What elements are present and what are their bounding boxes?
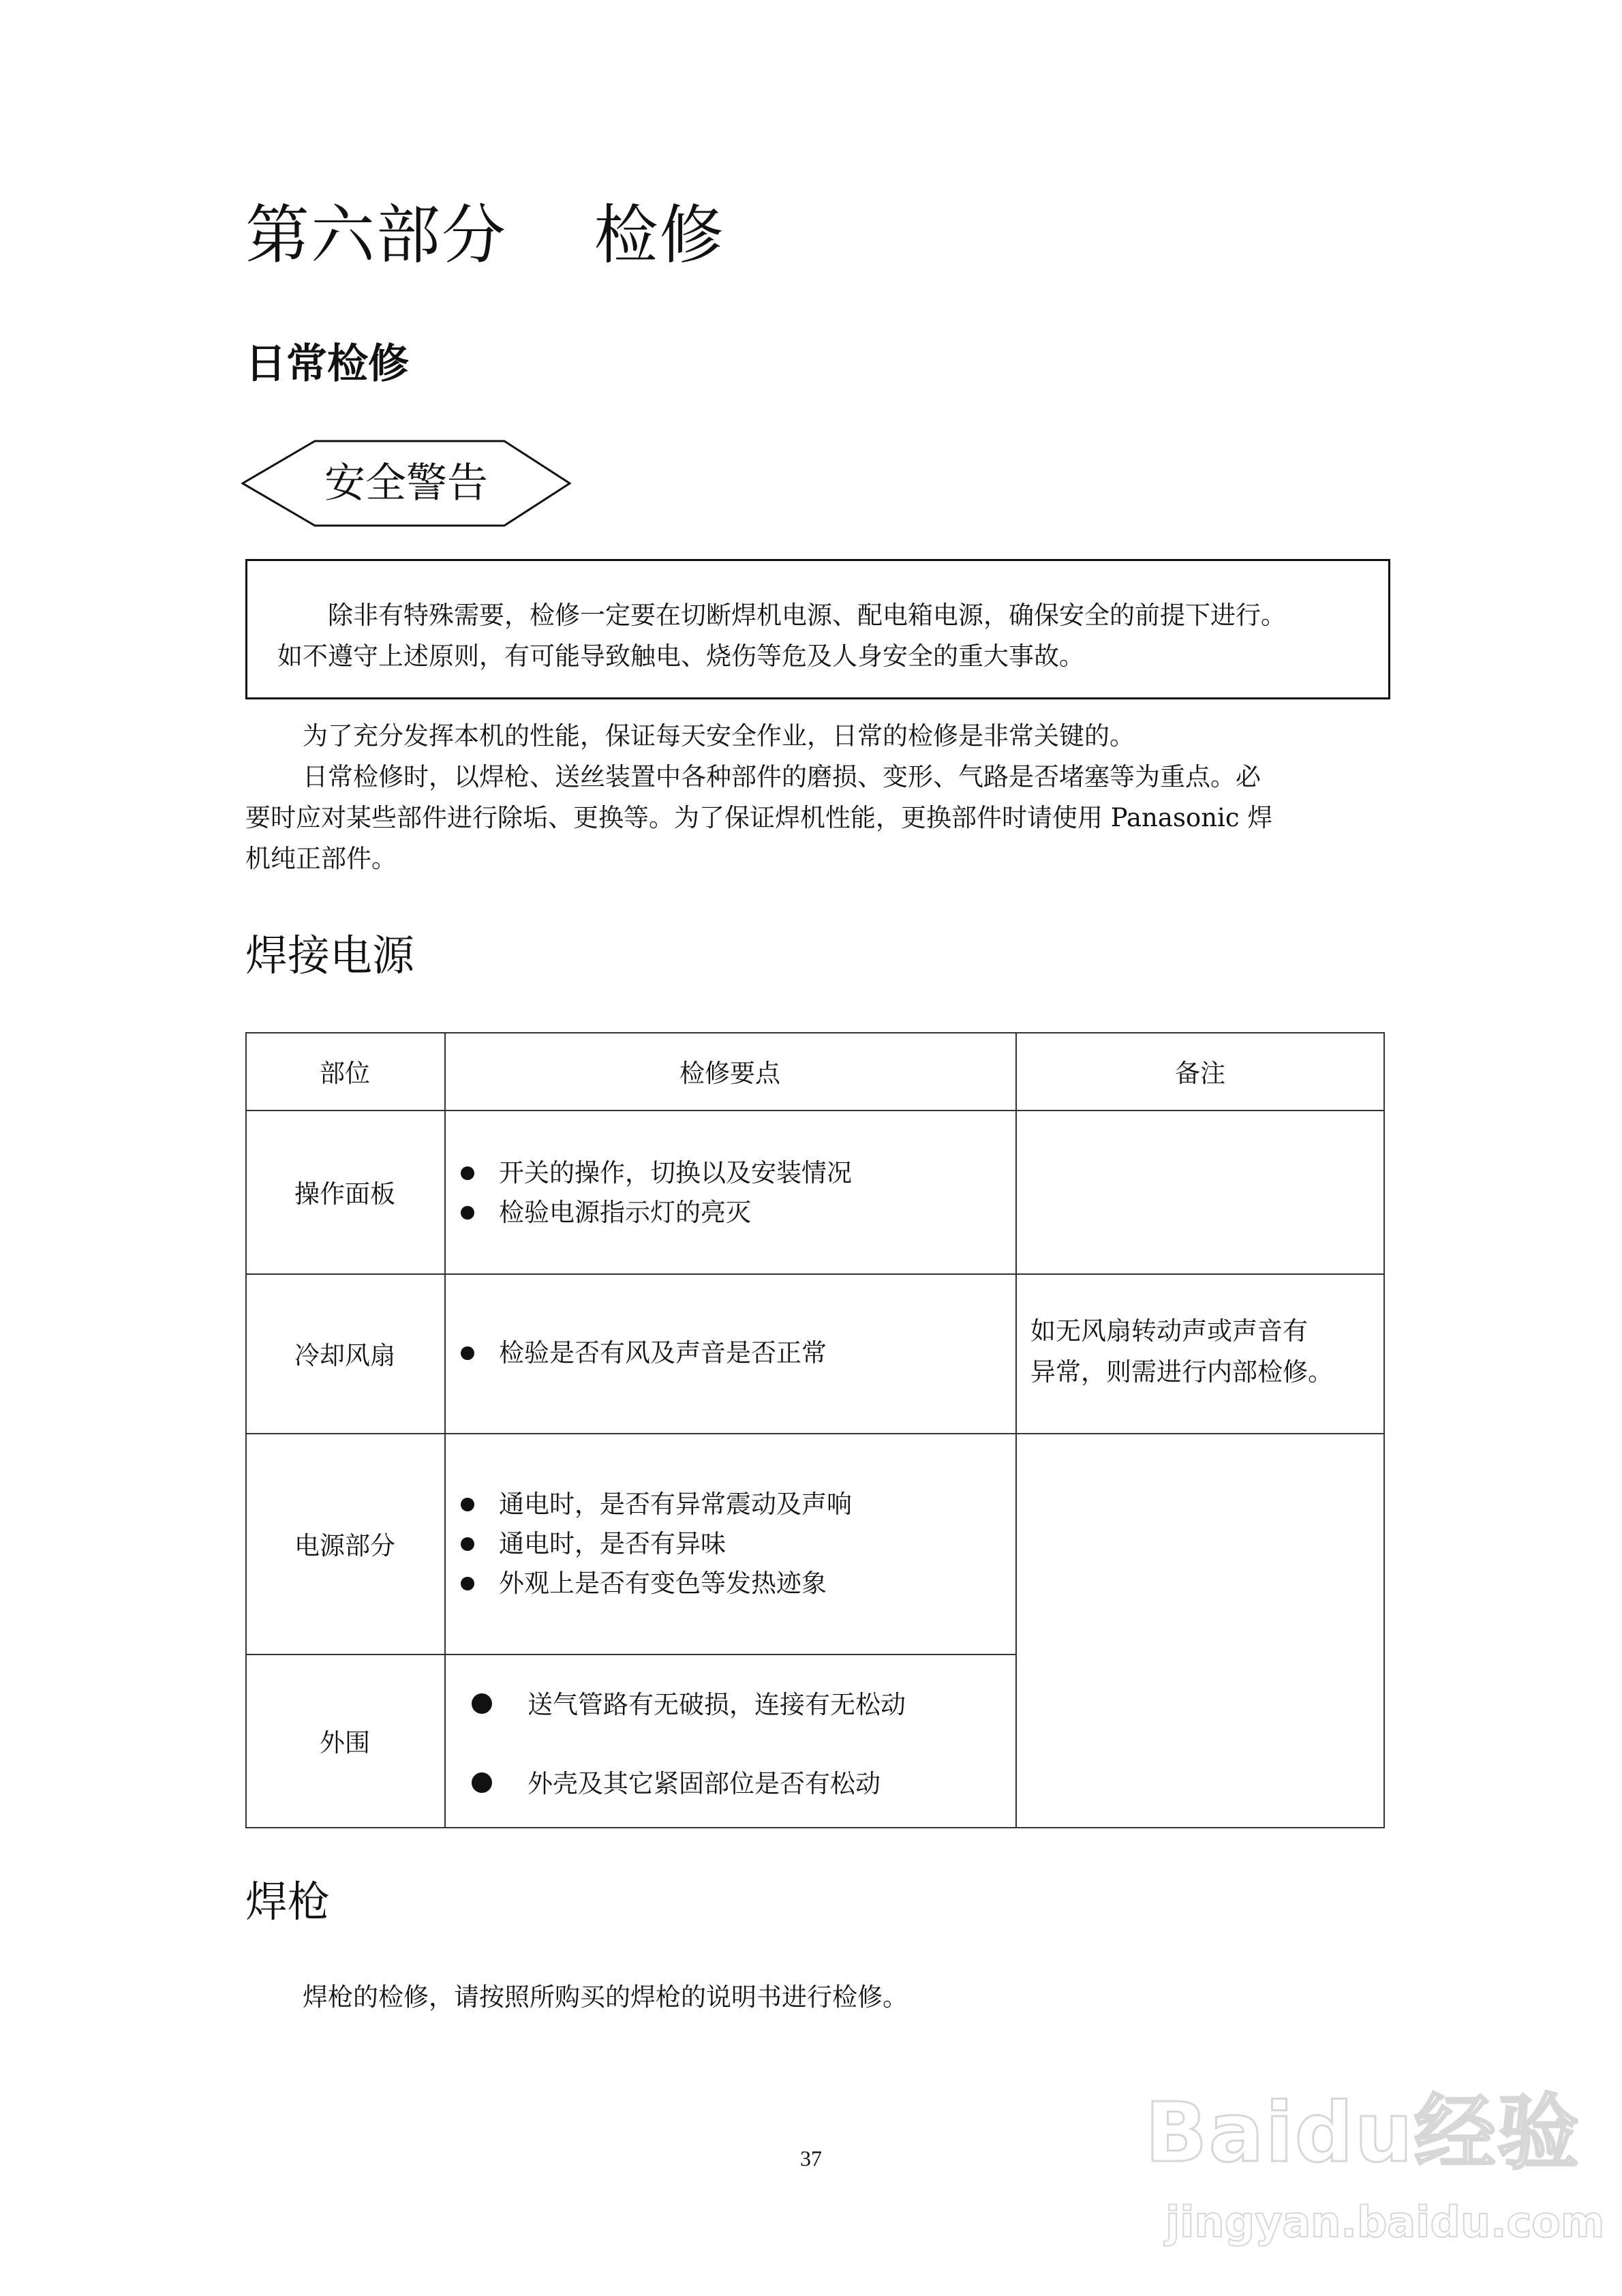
table-cell-part: 操作面板 — [294, 1179, 395, 1209]
warning-text-line-1: 除非有特殊需要，检修一定要在切断焊机电源、配电箱电源，确保安全的前提下进行。 — [328, 601, 1286, 630]
table-header-notes: 备注 — [1175, 1059, 1225, 1088]
torch-paragraph: 焊枪的检修，请按照所购买的焊枪的说明书进行检修。 — [303, 1982, 908, 2012]
bullet-text: 检验是否有风及声音是否正常 — [499, 1338, 827, 1368]
baidu-jingyan-watermark — [1145, 2086, 1605, 2263]
watermark-url: jingyan.baidu.com — [1165, 2197, 1605, 2247]
bullet-text: 外观上是否有变色等发热迹象 — [499, 1569, 827, 1598]
section-heading-daily-maintenance: 日常检修 — [245, 340, 409, 388]
bullet-dot-icon — [461, 1577, 474, 1590]
table-border-bottom — [245, 1827, 1385, 1828]
page-number: 37 — [800, 2146, 822, 2171]
intro-paragraph-line-4: 机纯正部件。 — [245, 844, 397, 873]
table-header-points: 检修要点 — [679, 1059, 780, 1088]
table-header-part: 部位 — [320, 1059, 370, 1088]
bullet-dot-icon — [461, 1166, 474, 1180]
inspection-table — [245, 1032, 1385, 1828]
warning-label: 安全警告 — [324, 459, 488, 507]
bullet-dot-icon — [461, 1206, 474, 1220]
bullet-dot-icon — [472, 1772, 492, 1793]
warning-box — [245, 559, 1390, 699]
bullet-dot-icon — [461, 1498, 474, 1511]
warning-text-line-2: 如不遵守上述原则，有可能导致触电、烧伤等危及人身安全的重大事故。 — [277, 641, 1084, 671]
intro-paragraph-line-2: 日常检修时，以焊枪、送丝装置中各种部件的磨损、变形、气路是否堵塞等为重点。必 — [303, 762, 1261, 791]
bullet-text: 送气管路有无破损，连接有无松动 — [527, 1690, 906, 1719]
bullet-text: 通电时，是否有异常震动及声响 — [499, 1490, 852, 1519]
watermark-brand: Baidu经验 — [1145, 2086, 1580, 2181]
table-cell-note-line-1: 如无风扇转动声或声音有 — [1030, 1316, 1308, 1346]
bullet-dot-icon — [472, 1693, 492, 1714]
table-column-rule — [444, 1032, 446, 1828]
table-cell-part: 冷却风扇 — [294, 1341, 395, 1370]
table-cell-note-line-2: 异常，则需进行内部检修。 — [1030, 1357, 1333, 1387]
bullet-text: 外壳及其它紧固部位是否有松动 — [527, 1769, 881, 1798]
section-heading-torch: 焊枪 — [245, 1877, 331, 1927]
bullet-text: 检验电源指示灯的亮灭 — [499, 1198, 751, 1227]
intro-paragraph-line-1: 为了充分发挥本机的性能，保证每天安全作业，日常的检修是非常关键的。 — [303, 721, 1135, 751]
bullet-text: 开关的操作，切换以及安装情况 — [499, 1158, 852, 1188]
table-column-rule — [1015, 1032, 1017, 1828]
chapter-title: 第六部分 检修 — [245, 198, 725, 273]
table-cell-part: 外围 — [320, 1728, 370, 1757]
intro-paragraph-line-3: 要时应对某些部件进行除垢、更换等。为了保证焊机性能，更换部件时请使用 Panasonic 焊 — [245, 803, 1273, 832]
table-border-right — [1383, 1032, 1385, 1828]
section-heading-welding-power: 焊接电源 — [245, 931, 415, 980]
bullet-dot-icon — [461, 1537, 474, 1551]
bullet-text: 通电时，是否有异味 — [499, 1529, 726, 1558]
table-cell-part: 电源部分 — [294, 1531, 395, 1560]
bullet-dot-icon — [461, 1346, 474, 1360]
